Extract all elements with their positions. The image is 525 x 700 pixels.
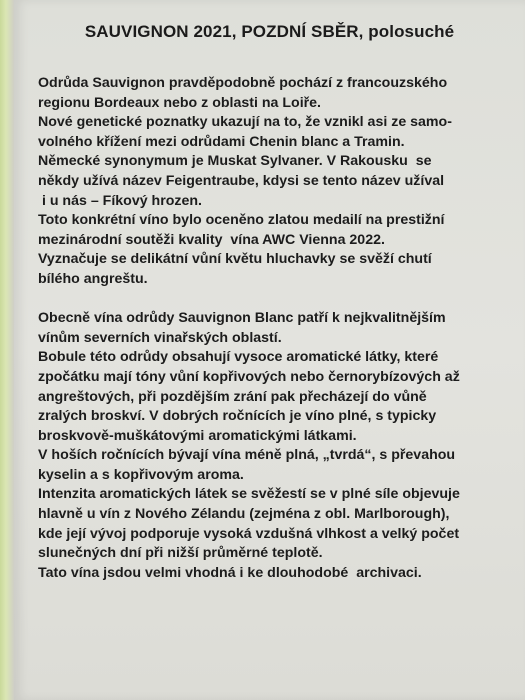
text-line: kyselin a s kopřivovým aroma. <box>38 466 244 483</box>
document-body <box>38 74 507 583</box>
text-line: zralých broskví. V dobrých ročnících je víno plné, s typicky <box>38 408 437 425</box>
text-line: zpočátku mají tóny vůní kopřivových nebo černorybízových až <box>38 368 460 385</box>
text-line: Německé synonymum je Muskat Sylvaner. V Rakousku se <box>38 153 432 170</box>
paragraph-characteristics <box>38 309 507 583</box>
text-line: Nové genetické poznatky ukazují na to, že vznikl asi ze samo- <box>38 114 452 131</box>
text-line: kde její vývoj podporuje vysoká vzdušná vlhkost a velký počet <box>38 525 460 542</box>
text-line: Bobule této odrůdy obsahují vysoce aromatické látky, které <box>38 349 439 366</box>
text-line: volného křížení mezi odrůdami Chenin blanc a Tramin. <box>38 133 405 150</box>
text-line: i u nás – Fíkový hrozen. <box>38 192 202 209</box>
text-line: hlavně u vín z Nového Zélandu (zejména z obl. Marlborough), <box>38 506 450 523</box>
paragraph-gap <box>38 290 507 310</box>
paper-sheet <box>14 0 525 700</box>
text-line: Intenzita aromatických látek se svěžestí se v plné síle objevuje <box>38 486 460 503</box>
text-line: V hoších ročnících bývají vína méně plná, „tvrdá“, s převahou <box>38 447 456 464</box>
text-line: broskvově-muškátovými aromatickými látkami. <box>38 427 357 444</box>
text-line: někdy užívá název Feigentraube, kdysi se tento název užíval <box>38 172 445 189</box>
text-line: Toto konkrétní víno bylo oceněno zlatou medailí na prestižní <box>38 212 445 229</box>
text-line: Odrůda Sauvignon pravděpodobně pochází z francouzského <box>38 75 448 91</box>
text-line: regionu Bordeaux nebo z oblasti na Loiře. <box>38 94 321 111</box>
paragraph-origin <box>38 74 507 290</box>
text-line: mezinárodní soutěži kvality vína AWC Vienna 2022. <box>38 231 385 248</box>
text-line: vínům severních vinařských oblastí. <box>38 329 282 346</box>
text-line: Tato vína jsdou velmi vhodná i ke dlouhodobé archivaci. <box>38 564 422 581</box>
text-line: Vyznačuje se delikátní vůní květu hluchavky se svěží chutí <box>38 251 432 268</box>
document-title: SAUVIGNON 2021, POZDNÍ SBĚR, polosuché <box>84 22 455 41</box>
text-line: bílého angreštu. <box>38 270 148 287</box>
text-line: angreštových, při pozdějším zrání pak přecházejí do vůně <box>38 388 427 405</box>
text-line: slunečných dní při nižší průměrné teplotě. <box>38 545 323 562</box>
text-line: Obecně vína odrůdy Sauvignon Blanc patří k nejkvalitnějším <box>38 310 446 327</box>
